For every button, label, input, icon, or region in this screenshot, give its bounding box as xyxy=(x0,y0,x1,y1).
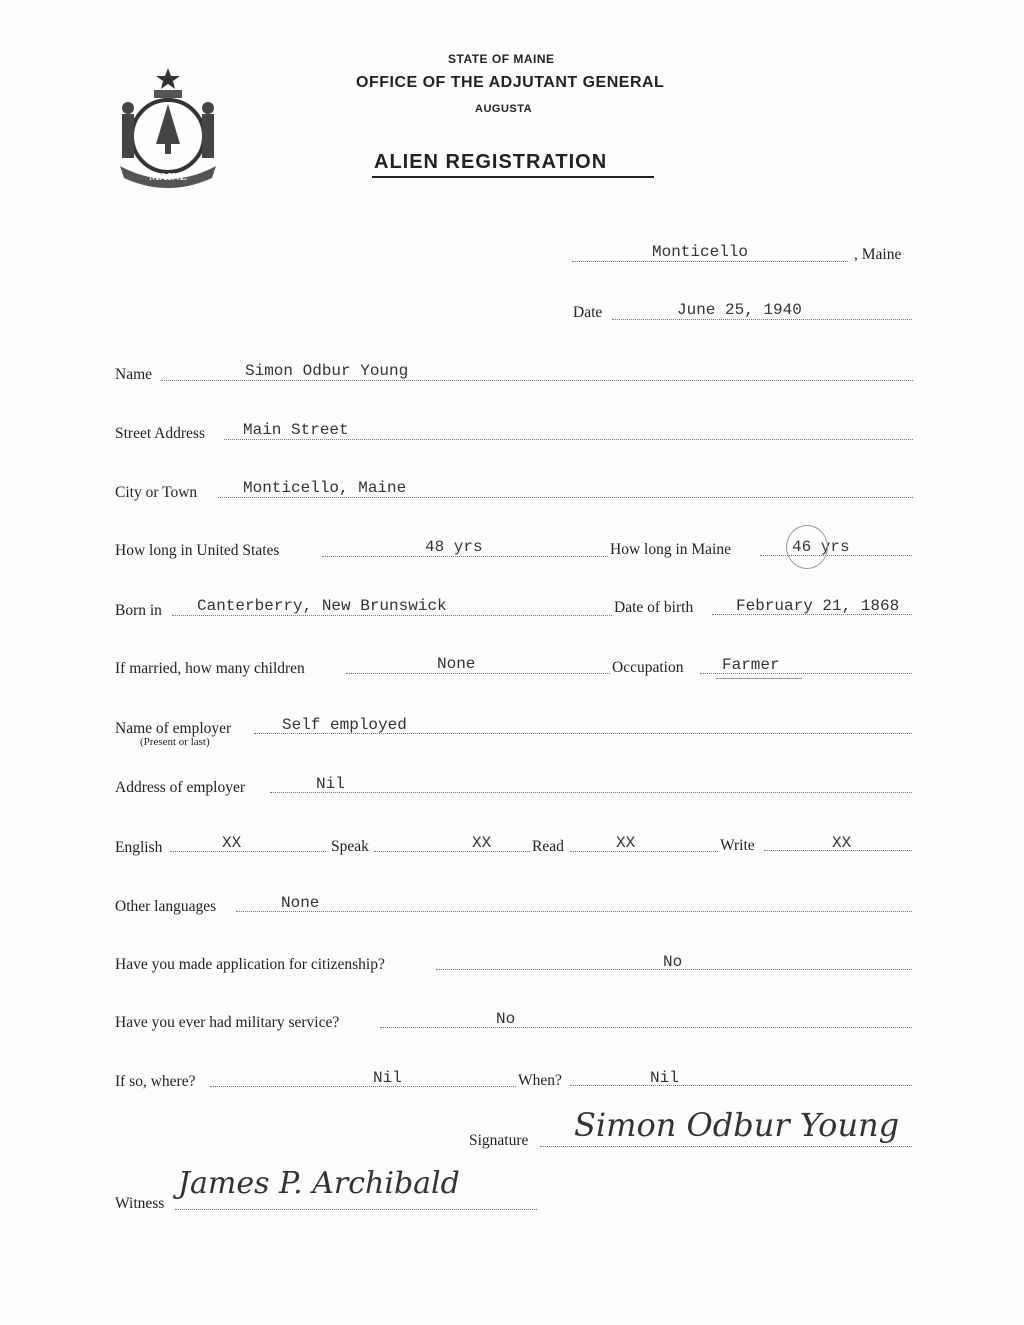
occupation-label: Occupation xyxy=(612,659,684,676)
street-label: Street Address xyxy=(115,425,205,442)
employer-value: Self employed xyxy=(282,716,407,734)
location-value: Monticello xyxy=(652,243,749,261)
location-line xyxy=(572,261,848,262)
occupation-value: Farmer xyxy=(722,656,780,674)
speak-label: Speak xyxy=(331,838,369,855)
witness-value: James P. Archibald xyxy=(178,1166,460,1201)
date-value: June 25, 1940 xyxy=(677,301,802,319)
name-line xyxy=(161,380,913,381)
write-label: Write xyxy=(720,837,755,854)
underline-mark xyxy=(716,678,802,679)
maine-state-seal xyxy=(112,66,224,190)
write-value: XX xyxy=(832,834,852,852)
form-title: ALIEN REGISTRATION xyxy=(374,151,608,173)
military-label: Have you ever had military service? xyxy=(115,1014,340,1031)
born-in-label: Born in xyxy=(115,602,162,619)
header-state: STATE OF MAINE xyxy=(448,52,555,66)
other-languages-line xyxy=(236,911,912,912)
employer-address-label: Address of employer xyxy=(115,779,245,796)
children-line xyxy=(346,673,610,674)
read-line xyxy=(570,851,718,852)
born-in-line xyxy=(172,615,612,616)
city-line xyxy=(218,497,913,498)
citizenship-value: No xyxy=(663,953,683,971)
employer-address-line xyxy=(270,792,912,793)
how-long-us-value: 48 yrs xyxy=(425,538,483,556)
employer-label: Name of employer xyxy=(115,720,232,737)
header-city: AUGUSTA xyxy=(475,103,533,115)
title-underline xyxy=(372,176,654,178)
military-where-label: If so, where? xyxy=(115,1073,196,1090)
english-label: English xyxy=(115,839,163,856)
signature-value: Simon Odbur Young xyxy=(574,1106,900,1144)
street-line xyxy=(224,439,913,440)
signature-label: Signature xyxy=(469,1132,529,1149)
military-when-value: Nil xyxy=(650,1069,679,1087)
dob-value: February 21, 1868 xyxy=(736,597,900,615)
witness-line xyxy=(175,1209,537,1210)
how-long-us-line xyxy=(322,556,608,557)
military-where-value: Nil xyxy=(373,1069,402,1087)
military-where-line xyxy=(210,1086,516,1087)
how-long-us-label: How long in United States xyxy=(115,542,280,559)
seal-text: MAINE xyxy=(149,171,187,183)
dob-label: Date of birth xyxy=(614,599,694,616)
date-line xyxy=(612,319,912,320)
english-line xyxy=(170,851,326,852)
city-value: Monticello, Maine xyxy=(243,479,407,497)
city-label: City or Town xyxy=(115,484,198,501)
read-label: Read xyxy=(532,838,564,855)
military-when-line xyxy=(570,1085,912,1086)
children-value: None xyxy=(437,655,476,673)
born-in-value: Canterberry, New Brunswick xyxy=(197,597,447,615)
header-office: OFFICE OF THE ADJUTANT GENERAL xyxy=(356,74,665,91)
how-long-maine-value: 46 yrs xyxy=(792,538,850,556)
citizenship-label: Have you made application for citizenship? xyxy=(115,956,385,973)
witness-label: Witness xyxy=(115,1195,165,1212)
read-value: XX xyxy=(616,834,636,852)
speak-line xyxy=(374,851,530,852)
location-suffix: , Maine xyxy=(854,246,902,263)
speak-value: XX xyxy=(472,834,492,852)
street-value: Main Street xyxy=(243,421,349,439)
employer-sublabel: (Present or last) xyxy=(140,736,210,748)
signature-line xyxy=(540,1146,912,1147)
employer-address-value: Nil xyxy=(316,775,345,793)
circle-mark xyxy=(786,525,828,569)
how-long-maine-label: How long in Maine xyxy=(610,541,731,558)
date-label: Date xyxy=(573,304,603,321)
english-value: XX xyxy=(222,834,242,852)
children-label: If married, how many children xyxy=(115,660,305,677)
other-languages-label: Other languages xyxy=(115,898,217,915)
military-line xyxy=(380,1027,912,1028)
name-label: Name xyxy=(115,366,153,383)
military-when-label: When? xyxy=(518,1072,562,1089)
military-value: No xyxy=(496,1010,516,1028)
other-languages-value: None xyxy=(281,894,320,912)
name-value: Simon Odbur Young xyxy=(245,362,409,380)
